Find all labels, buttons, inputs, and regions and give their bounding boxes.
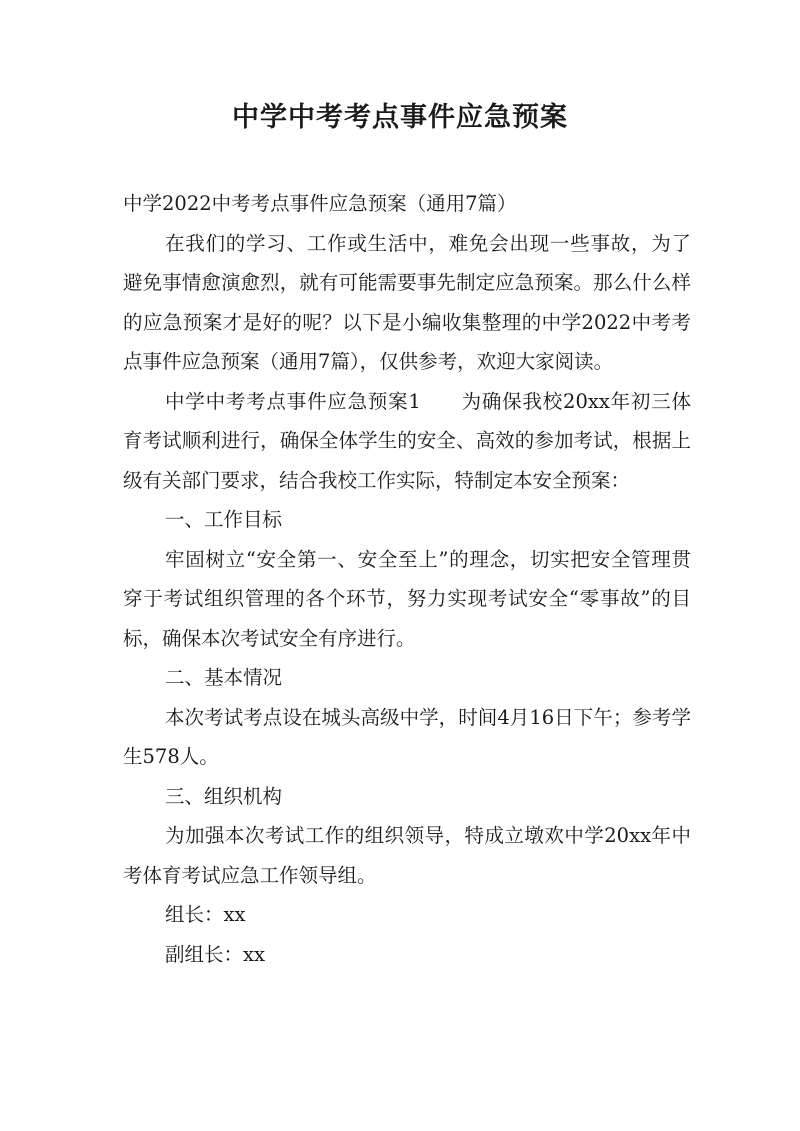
section-heading-basic-info: 二、基本情况 bbox=[165, 666, 283, 689]
intro-paragraph: 在我们的学习、工作或生活中，难免会出现一些事故，为了避免事情愈演愈烈，就有可能需要事先制定应急预案。那么什么样的应急预案才是好的呢？以下是小编收集整理的中学2022中考考点事件应急预案（通用7篇），仅供参考，欢迎大家阅读。 bbox=[123, 231, 691, 373]
organization-paragraph: 为加强本次考试工作的组织领导，特成立墩欢中学20xx年中考体育考试应急工作领导组。 bbox=[123, 824, 691, 887]
document-body bbox=[123, 184, 691, 974]
basic-info-paragraph: 本次考试考点设在城头高级中学，时间4月16日下午；参考学生578人。 bbox=[123, 705, 691, 768]
document-title: 中学中考考点事件应急预案 bbox=[232, 102, 568, 133]
document-subtitle: 中学2022中考考点事件应急预案（通用7篇） bbox=[123, 192, 517, 215]
section1-paragraph bbox=[123, 382, 691, 501]
work-goal-paragraph: 牢固树立“安全第一、安全至上”的理念，切实把安全管理贯穿于考试组织管理的各个环节，努力实现考试安全“零事故”的目标，确保本次考试安全有序进行。 bbox=[123, 547, 691, 650]
section-heading-organization: 三、组织机构 bbox=[165, 784, 283, 808]
section1-text: 为确保我校20xx年初三体育考试顺利进行，确保全体学生的安全、高效的参加考试，根据上级有关部门要求，结合我校工作实际，特制定本安全预案： bbox=[123, 389, 691, 492]
section-heading-work-goal: 一、工作目标 bbox=[165, 508, 283, 531]
section1-label: 中学中考考点事件应急预案1 bbox=[165, 389, 421, 413]
leader-line: 组长：xx bbox=[165, 903, 246, 926]
vice-leader-line: 副组长：xx bbox=[165, 942, 265, 966]
